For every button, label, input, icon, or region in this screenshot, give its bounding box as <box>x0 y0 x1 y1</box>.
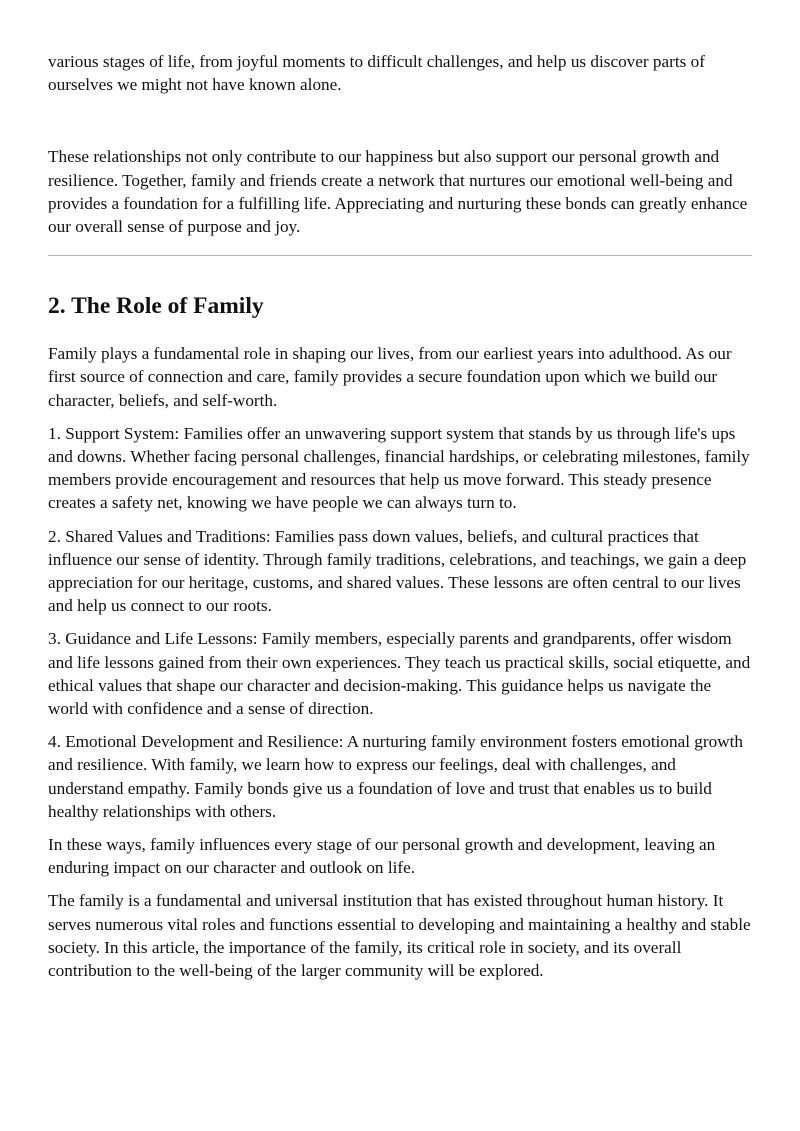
body-paragraph: The family is a fundamental and universal institution that has existed throughout human history. It serves numerous vital roles and functions essential to developing and maintaining a healthy and stable society. In this article, the importance of the family, its critical role in society, and its overall contribution to the well-being of the larger community will be explored. <box>48 891 751 981</box>
section-divider <box>48 255 752 256</box>
intro-paragraph: These relationships not only contribute to our happiness but also support our personal growth and resilience. Together, family and friends create a network that nurtures our emotional well-being and provides a foundation for a fulfilling life. Appreciating and nurturing these bonds can greatly enhance our overall sense of purpose and joy. <box>48 147 748 237</box>
body-paragraph: Family plays a fundamental role in shaping our lives, from our earliest years into adulthood. As our first source of connection and care, family provides a secure foundation upon which we build our character, beliefs, and self-worth. <box>48 344 732 410</box>
document-page <box>48 50 752 992</box>
list-item-emotional-development: 4. Emotional Development and Resilience: A nurturing family environment fosters emotional growth and resilience. With family, we learn how to express our feelings, deal with challenges, and understand empathy. Family bonds give us a foundation of love and trust that enables us to build healthy relationships with others. <box>48 732 743 821</box>
list-item-shared-values: 2. Shared Values and Traditions: Families pass down values, beliefs, and cultural practices that influence our sense of identity. Through family traditions, celebrations, and teachings, we gain a deep appreciation for our heritage, customs, and shared values. These lessons are often central to our lives and help us connect to our roots. <box>48 526 747 616</box>
list-item-guidance: 3. Guidance and Life Lessons: Family members, especially parents and grandparents, offer wisdom and life lessons gained from their own experiences. They teach us practical skills, social etiquette, and ethical values that shape our character and decision-making. This guidance helps us navigate the world with confidence and a sense of direction. <box>48 629 751 719</box>
body-paragraph: In these ways, family influences every stage of our personal growth and development, leaving an enduring impact on our character and outlook on life. <box>48 835 716 878</box>
list-item-support-system: 1. Support System: Families offer an unwavering support system that stands by us through life's ups and downs. Whether facing personal challenges, financial hardships, or celebrating milestones, family members provide encouragement and resources that help us move forward. This steady presence creates a safety net, knowing we have people we can always turn to. <box>48 423 750 513</box>
intro-paragraph: various stages of life, from joyful moments to difficult challenges, and help us discover parts of ourselves we might not have known alone. <box>48 52 705 95</box>
section-heading: 2. The Role of Family <box>48 293 264 320</box>
